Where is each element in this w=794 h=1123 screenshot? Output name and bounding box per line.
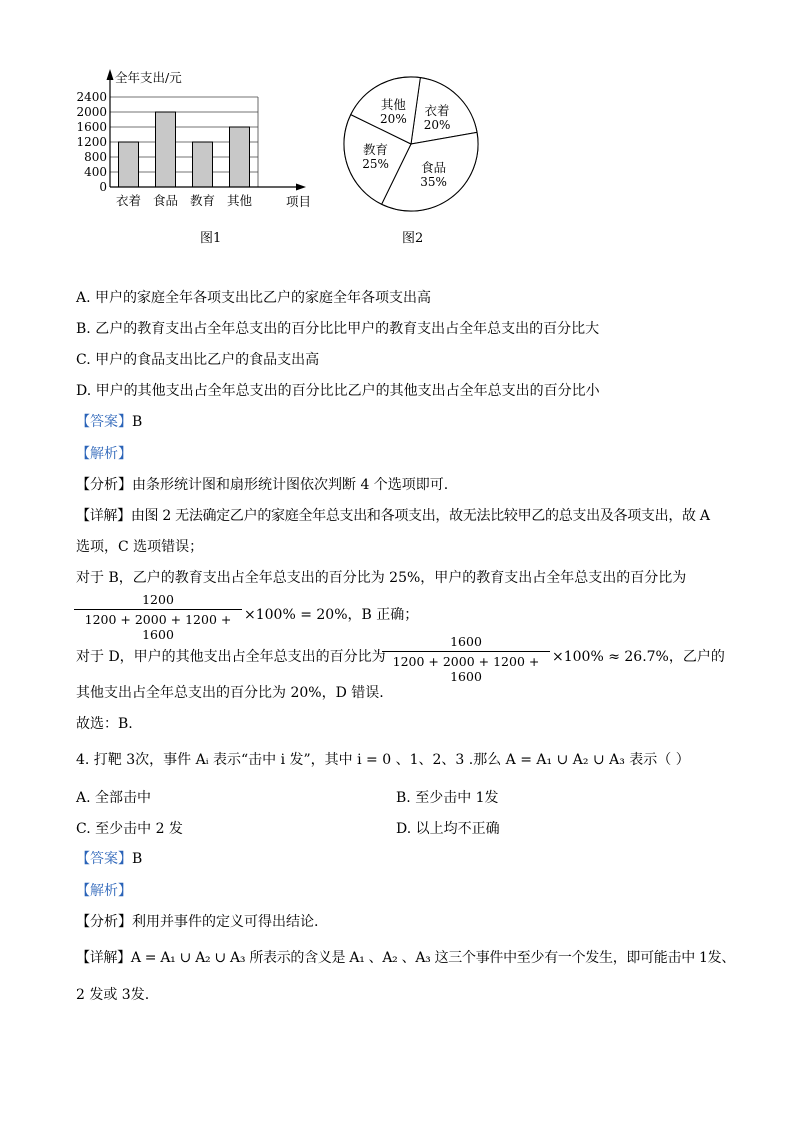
fraction-1-tail: ×100% = 20%，B 正确； [244, 607, 419, 623]
q3-detail-line-1 [76, 505, 710, 525]
bar-chart [70, 64, 320, 220]
bar-3 [193, 142, 213, 187]
y-tick-label: 1600 [76, 120, 107, 134]
q4-answer [76, 848, 142, 868]
answer-value: B [132, 851, 143, 867]
x-axis-label: 项目 [286, 194, 312, 209]
figure-2-caption: 图2 [402, 231, 424, 246]
pie-slice-label: 食品 [421, 159, 447, 175]
q3-detail-line-4: 对于 D，甲户的其他支出占全年总支出的百分比为 [76, 649, 386, 665]
fenxi-text: 由条形统计图和扇形统计图依次判断 4 个选项即可. [132, 477, 449, 493]
bar-4 [230, 127, 250, 187]
bar-2 [156, 112, 176, 187]
analysis-tag: 【解析】 [76, 883, 132, 899]
x-tick-label: 衣着 [115, 193, 142, 208]
q3-choice: 故选：B. [76, 716, 133, 732]
q3-detail-line-5: 其他支出占全年总支出的百分比为 20%，D 错误. [76, 685, 384, 701]
q4-detail-line-1 [76, 947, 735, 967]
pie-slice-percent: 35% [420, 174, 447, 189]
fenxi-tag: 【分析】 [76, 914, 132, 930]
fraction-2-tail: ×100% ≈ 26.7%，乙户的 [552, 649, 725, 665]
q4-option-d: D. 以上均不正确 [396, 821, 500, 837]
pie-slice-label: 衣着 [424, 103, 450, 119]
q4-fenxi [76, 911, 318, 931]
option-b: B. 乙户的教育支出占全年总支出的百分比比甲户的教育支出占全年总支出的百分比大 [76, 321, 600, 337]
answer-tag: 【答案】 [76, 851, 132, 867]
q4-stem: 4. 打靶 3次，事件 Aᵢ 表示“击中 i 发”，其中 i = 0 、1、2、3 .那么 A = A₁ ∪ A₂ ∪ A₃ 表示（ ） [76, 752, 690, 768]
pie-slice-percent: 20% [380, 111, 407, 126]
y-tick-label: 0 [99, 180, 107, 194]
y-tick-label: 2000 [76, 105, 107, 119]
x-tick-label: 其他 [226, 193, 253, 208]
y-axis-label: 全年支出/元 [115, 70, 182, 85]
fraction-2-bar [382, 651, 550, 652]
fraction-1-denominator: 1200 + 2000 + 1200 + 1600 [84, 612, 232, 642]
q3-analysis-heading [76, 443, 132, 463]
fenxi-tag: 【分析】 [76, 477, 132, 493]
fraction-1-bar [74, 609, 242, 610]
pie-slice-label: 其他 [380, 96, 406, 112]
fenxi-text: 利用并事件的定义可得出结论. [132, 914, 319, 930]
q4-option-b: B. 至少击中 1发 [396, 790, 499, 806]
q3-fenxi [76, 474, 448, 494]
detail-tag: 【详解】 [76, 508, 131, 524]
answer-value: B [132, 414, 143, 430]
option-a: A. 甲户的家庭全年各项支出比乙户的家庭全年各项支出高 [76, 290, 432, 306]
analysis-tag: 【解析】 [76, 446, 132, 462]
x-axis-arrow [296, 184, 306, 191]
y-tick-label: 1200 [76, 135, 107, 149]
option-c: C. 甲户的食品支出比乙户的食品支出高 [76, 352, 320, 368]
pie-chart [336, 72, 486, 218]
x-tick-label: 教育 [189, 193, 216, 208]
q4-detail-line-2: 2 发或 3发. [76, 987, 150, 1003]
q3-answer [76, 411, 142, 431]
q3-detail-line-2: 选项，C 选项错误； [76, 539, 204, 555]
fraction-2-denominator: 1200 + 2000 + 1200 + 1600 [392, 654, 540, 684]
q4-analysis-heading [76, 880, 132, 900]
q3-detail-line-3: 对于 B，乙户的教育支出占全年总支出的百分比为 25%，甲户的教育支出占全年总支出的百分比为 [76, 570, 687, 586]
pie-slice-label: 教育 [363, 142, 389, 158]
y-tick-label: 800 [84, 150, 107, 164]
y-axis-arrow [107, 69, 114, 80]
y-tick-label: 2400 [76, 90, 107, 104]
bar-1 [119, 142, 139, 187]
figure-1-caption: 图1 [200, 231, 222, 246]
pie-slice-percent: 25% [362, 157, 389, 172]
q4-option-a: A. 全部击中 [76, 790, 152, 806]
q4-option-c: C. 至少击中 2 发 [76, 821, 183, 837]
option-d: D. 甲户的其他支出占全年总支出的百分比比乙户的其他支出占全年总支出的百分比小 [76, 383, 600, 399]
fraction-1-numerator: 1200 [142, 592, 174, 607]
detail-text: A = A₁ ∪ A₂ ∪ A₃ 所表示的含义是 A₁ 、A₂ 、A₃ 这三个事件中至少有一个发生，即可能击中 1发、 [130, 950, 736, 966]
fraction-1 [74, 592, 242, 642]
fraction-2 [382, 634, 550, 684]
fraction-2-numerator: 1600 [450, 634, 482, 649]
pie-slice-percent: 20% [423, 118, 451, 133]
x-tick-label: 食品 [152, 193, 179, 208]
detail-text: 由图 2 无法确定乙户的家庭全年总支出和各项支出，故无法比较甲乙的总支出及各项支出，故 A [130, 508, 710, 524]
answer-tag: 【答案】 [76, 414, 132, 430]
detail-tag: 【详解】 [76, 950, 131, 966]
y-tick-label: 400 [84, 165, 107, 179]
